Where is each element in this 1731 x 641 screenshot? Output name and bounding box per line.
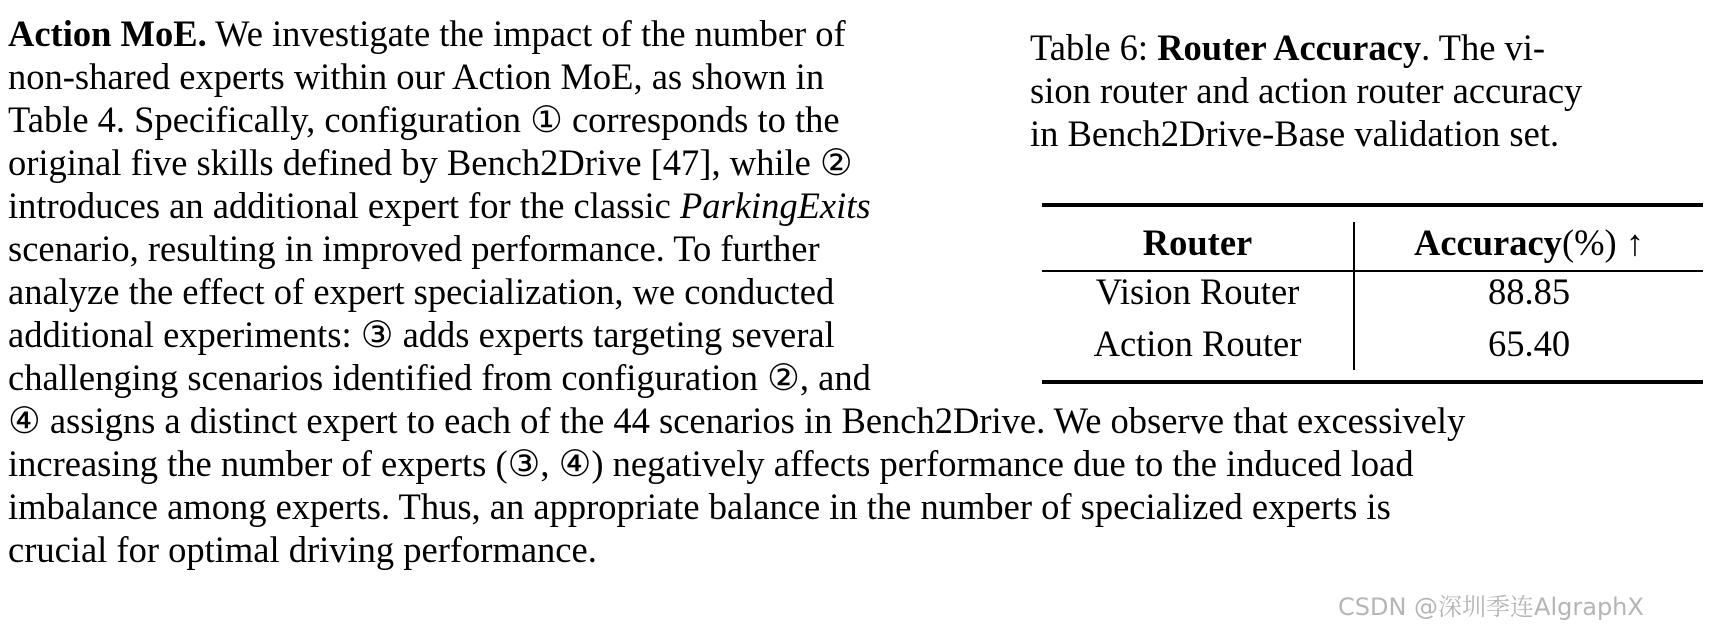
paragraph-line-3: Table 4. Specifically, configuration ① corresponds to the	[8, 99, 840, 140]
table-cell-router-2: Action Router	[1093, 323, 1302, 364]
paragraph-line-2: non-shared experts within our Action MoE, as shown in	[8, 56, 825, 97]
table-bottom-rule	[1042, 380, 1703, 384]
paragraph-heading: Action MoE.	[8, 13, 207, 54]
watermark: CSDN @深圳季连AlgraphX	[1338, 593, 1644, 621]
paragraph-line-12: imbalance among experts. Thus, an appropriate balance in the number of specialized experts is	[8, 486, 1391, 527]
table-caption-line-2: sion router and action router accuracy	[1030, 70, 1583, 111]
table-label: Table 6:	[1030, 27, 1149, 68]
table-caption-line-1: Table 6: Router Accuracy. The vi-	[1030, 27, 1546, 68]
paragraph-line-9: challenging scenarios identified from configuration ②, and	[8, 357, 871, 398]
paragraph-line-13: crucial for optimal driving performance.	[8, 529, 597, 570]
paragraph-line-5: introduces an additional expert for the classic ParkingExits	[8, 185, 871, 226]
paragraph-line-1: Action MoE. We investigate the impact of the number of	[8, 13, 846, 54]
paragraph-line-11: increasing the number of experts (③, ④) negatively affects performance due to the induced load	[8, 443, 1414, 484]
table-top-rule	[1042, 203, 1703, 207]
table-cell-router-1: Vision Router	[1095, 271, 1300, 312]
table-caption-line-3: in Bench2Drive-Base validation set.	[1030, 113, 1560, 154]
table-cell-accuracy-2: 65.40	[1487, 323, 1571, 364]
italic-term: ParkingExits	[679, 185, 871, 226]
paragraph-line-6: scenario, resulting in improved performance. To further	[8, 228, 820, 269]
table-header-router: Router	[1142, 222, 1253, 263]
paragraph-line-7: analyze the effect of expert specialization, we conducted	[8, 271, 835, 312]
paragraph-line-10: ④ assigns a distinct expert to each of the 44 scenarios in Bench2Drive. We observe that excessively	[8, 400, 1466, 441]
paragraph-line-8: additional experiments: ③ adds experts targeting several	[8, 314, 835, 355]
table-cell-accuracy-1: 88.85	[1487, 271, 1571, 312]
table-header-accuracy: Accuracy(%) ↑	[1413, 222, 1645, 263]
paragraph-line-4: original five skills defined by Bench2Drive [47], while ②	[8, 142, 853, 183]
table-title: Router Accuracy	[1157, 27, 1422, 68]
